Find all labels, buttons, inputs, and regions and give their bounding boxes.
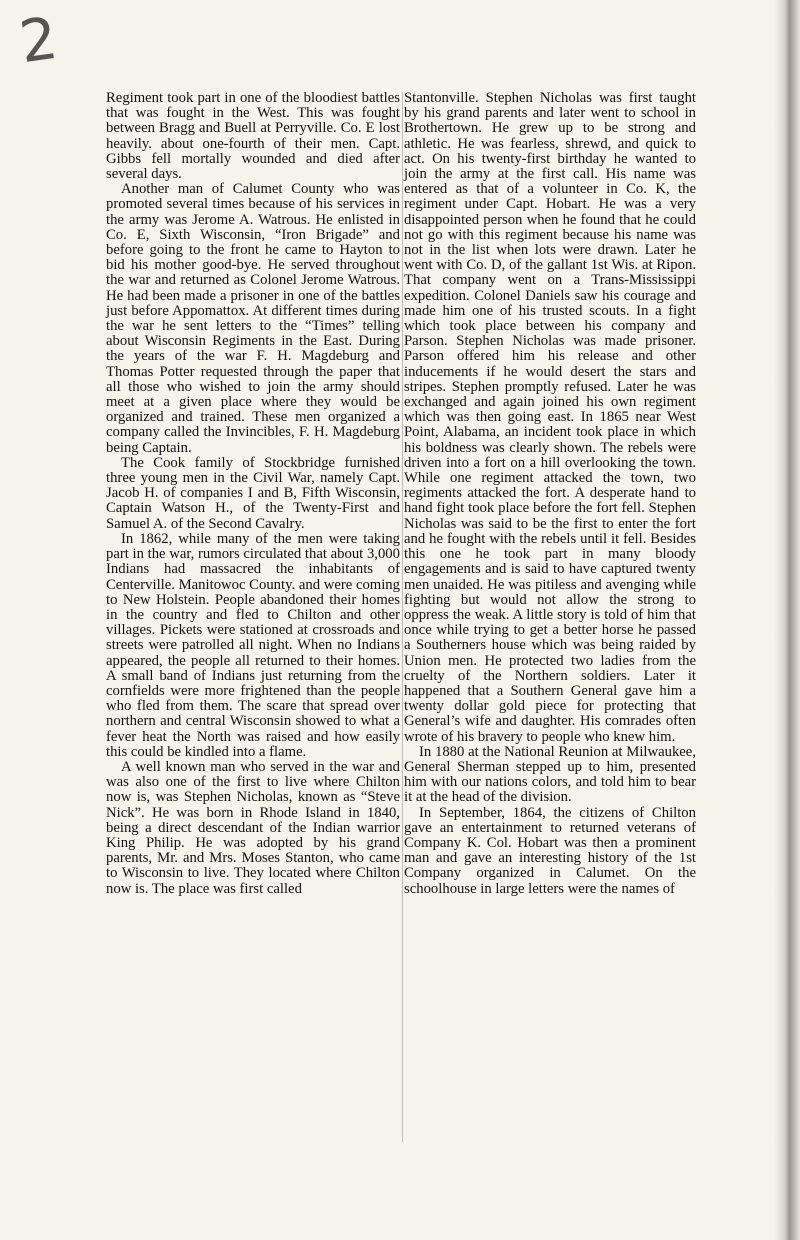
paragraph: In 1880 at the National Reunion at Milwaukee, General Sherman stepped up to him, presented him with our nations colors, and told him to bear it at the head of the division. — [404, 743, 696, 806]
column-divider — [402, 92, 403, 1142]
paragraph: A well known man who served in the war and was also one of the first to live where Chilton now is, was Stephen Nicholas, known as “Steve Nick”. He was born in Rhode Island in 1840, being a direct descendant of the Indian warrior King Philip. He was adopted by his grand parents, Mr. and Mrs. Moses Stanton, who came to Wisconsin to live. They located where Chilton now is. The place was first called — [106, 758, 400, 897]
handwritten-page-number: 2 — [15, 3, 62, 77]
paragraph: Regiment took part in one of the bloodiest battles that was fought in the West. This was fought between Bragg and Buell at Perryville. Co. E lost heavily. about one-fourth of their men. Capt. Gibbs fell mortally wounded and died after several days. — [106, 90, 400, 183]
paragraph: Stantonville. Stephen Nicholas was first taught by his grand parents and later went to school in Brothertown. He grew up to be strong and athletic. He was fearless, shrewd, and quick to act. On his twenty-first birthday he wanted to join the army at the first call. His name was entered as that of a volunteer in Co. K, the regiment under Capt. Hobart. He was a very disappointed person when he found that he could not go with this regiment because his name was not in the list when lots were drawn. Later he went with Co. D, of the gallant 1st Wis. at Ripon. That company went on a Trans-Mississippi expedition. Colonel Daniels saw his courage and made him one of his trusted scouts. In a fight which took place between his company and Parson. Stephen Nicholas was made prisoner. Parson offered him his release and other inducements if he would desert the stars and stripes. Stephen promptly refused. Later he was exchanged and again joined his own regiment which was then going east. In 1865 near West Point, Alabama, an incident took place in which his boldness was clearly shown. The rebels were driven into a fort on a hill overlooking the town. While one regiment attacked the town, two regiments attacked the fort. A desperate hand to hand fight took place before the fort fell. Stephen Nicholas was said to be the first to enter the fort and he fought with the rebels until it fell. Besides this one he took part in many bloody engagements and is said to have captured twenty men unaided. He was pitiless and avenging while fighting but would not allow the strong to oppress the weak. A little story is told of him that once while trying to get a better horse he passed a Southerners house which was being raided by Union men. He protected two ladies from the cruelty of the Northern soldiers. Later it happened that a Southern General gave him a twenty dollar gold piece for protecting that General’s wife and daughter. His comrades often wrote of his bravery to people who knew him. — [404, 90, 696, 745]
paragraph: In 1862, while many of the men were taking part in the war, rumors circulated that about 3,000 Indians had massacred the inhabitants of Centerville. Manitowoc County. and were coming to New Holstein. People abandoned their homes in the country and fled to Chilton and other villages. Pickets were stationed at crossroads and streets were patrolled all night. When no Indians appeared, the people all returned to their homes. A small band of Indians just returning from the cornfields were more frightened than the people who fled from them. The scare that spread over northern and central Wisconsin showed to what a fever heat the North was raised and how easily this could be kindled into a flame. — [106, 530, 400, 760]
paragraph: In September, 1864, the citizens of Chilton gave an entertainment to returned veterans of Company K. Col. Hobart was then a prominent man and gave an interesting history of the 1st Company organized in Calumet. On the schoolhouse in large letters were the names of — [404, 804, 696, 897]
left-column — [106, 91, 400, 897]
page-edge-shadow — [774, 0, 800, 1240]
paragraph: The Cook family of Stockbridge furnished three young men in the Civil War, namely Capt. Jacob H. of companies I and B, Fifth Wisconsin, Captain Watson H., of the Twenty-First and Samuel A. of the Second Cavalry. — [106, 454, 400, 532]
right-column — [404, 91, 696, 897]
paragraph: Another man of Calumet County who was promoted several times because of his services in the army was Jerome A. Watrous. He enlisted in Co. E, Sixth Wisconsin, “Iron Brigade” and before going to the front he came to Hayton to bid his mother good-bye. He served throughout the war and returned as Colonel Jerome Watrous. He had been made a prisoner in one of the battles just before Appomattox. At different times during the war he sent letters to the “Times” telling about Wisconsin Regiments in the East. During the years of the war F. H. Magdeburg and Thomas Potter requested through the paper that all those who wished to join the army should meet at a given place where they would be organized and trained. These men organized a company called the Invincibles, F. H. Magdeburg being Captain. — [106, 181, 400, 456]
